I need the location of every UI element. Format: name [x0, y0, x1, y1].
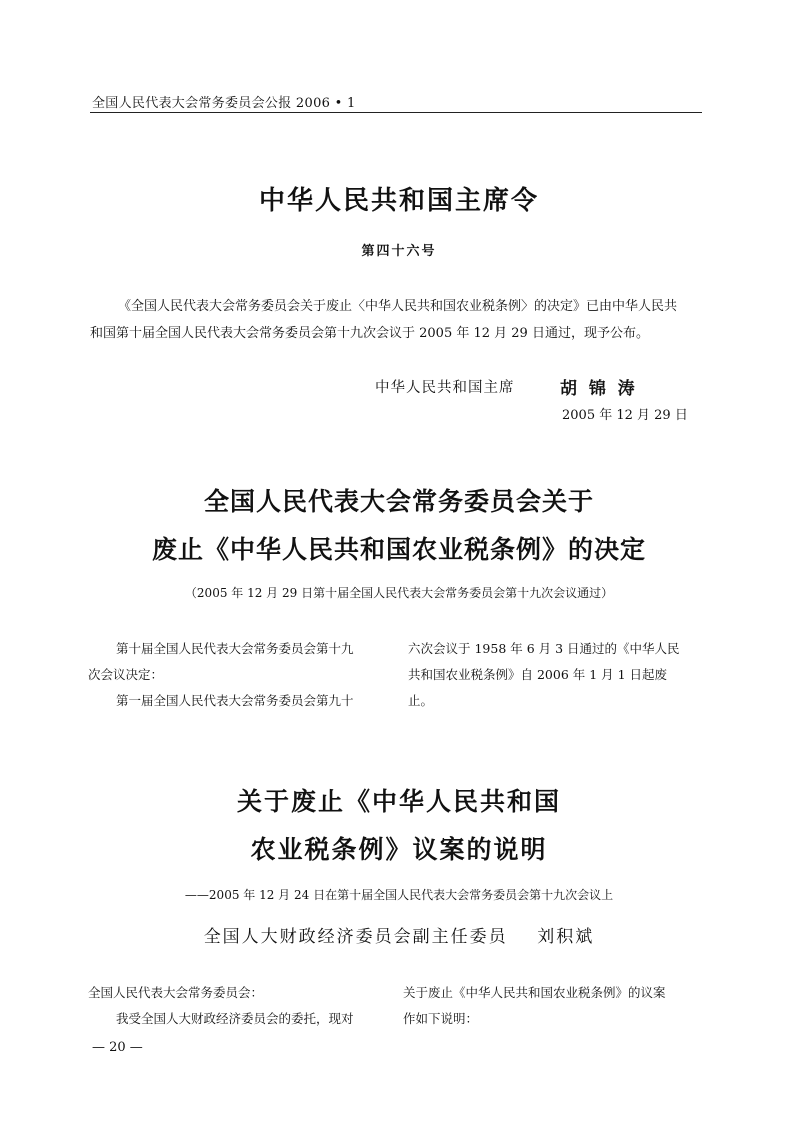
explanation-left-column: [88, 980, 388, 1032]
order-date: 2005 年 12 月 29 日: [562, 408, 688, 423]
decision-right-line: 六次会议于 1958 年 6 月 3 日通过的《中华人民: [408, 641, 680, 656]
page-number: — 20 —: [92, 1040, 143, 1055]
explanation-subtitle: ——2005 年 12 月 24 日在第十届全国人民代表大会常务委员会第十九次会议上: [184, 888, 614, 902]
explanation-author: 全国人大财政经济委员会副主任委员 刘积斌: [203, 927, 595, 947]
explanation-title-line-2: 农业税条例》议案的说明: [250, 835, 548, 864]
decision-subtitle: （2005 年 12 月 29 日第十届全国人民代表大会常务委员会第十九次会议通过）: [184, 586, 614, 600]
order-body-line-2: 和国第十届全国人民代表大会常务委员会第十九次会议于 2005 年 12 月 29 日通过，现予公布。: [90, 326, 649, 341]
journal-header: 全国人民代表大会常务委员会公报 2006 • 1: [92, 96, 356, 111]
explanation-right-line: 作如下说明：: [403, 1011, 479, 1026]
decision-title-line-2: 废止《中华人民共和国农业税条例》的决定: [151, 535, 646, 564]
explanation-left-line: 全国人民代表大会常务委员会：: [88, 985, 264, 1000]
decision-left-line: 次会议决定：: [88, 667, 164, 682]
decision-left-line: 第十届全国人民代表大会常务委员会第十九: [116, 641, 354, 656]
decision-right-column: [408, 636, 708, 714]
signatory-title: 中华人民共和国主席: [375, 380, 515, 396]
order-title: 中华人民共和国主席令: [258, 186, 539, 216]
decision-left-column: [88, 636, 388, 714]
decision-left-line: 第一届全国人民代表大会常务委员会第九十: [116, 693, 354, 708]
explanation-right-line: 关于废止《中华人民共和国农业税条例》的议案: [403, 985, 666, 1000]
decision-title-line-1: 全国人民代表大会常务委员会关于: [203, 487, 594, 516]
order-body-line-1: 《全国人民代表大会常务委员会关于废止〈中华人民共和国农业税条例〉的决定》已由中华人民共: [118, 299, 678, 314]
explanation-title-line-1: 关于废止《中华人民共和国: [236, 787, 561, 816]
decision-right-line: 止。: [408, 693, 434, 708]
explanation-right-column: [403, 980, 703, 1032]
explanation-left-line: 我受全国人大财政经济委员会的委托，现对: [116, 1011, 354, 1026]
order-number: 第四十六号: [361, 244, 437, 259]
signatory-name: 胡 锦 涛: [560, 379, 635, 399]
decision-right-line: 共和国农业税条例》自 2006 年 1 月 1 日起废: [408, 667, 668, 682]
header-divider: [90, 112, 702, 113]
